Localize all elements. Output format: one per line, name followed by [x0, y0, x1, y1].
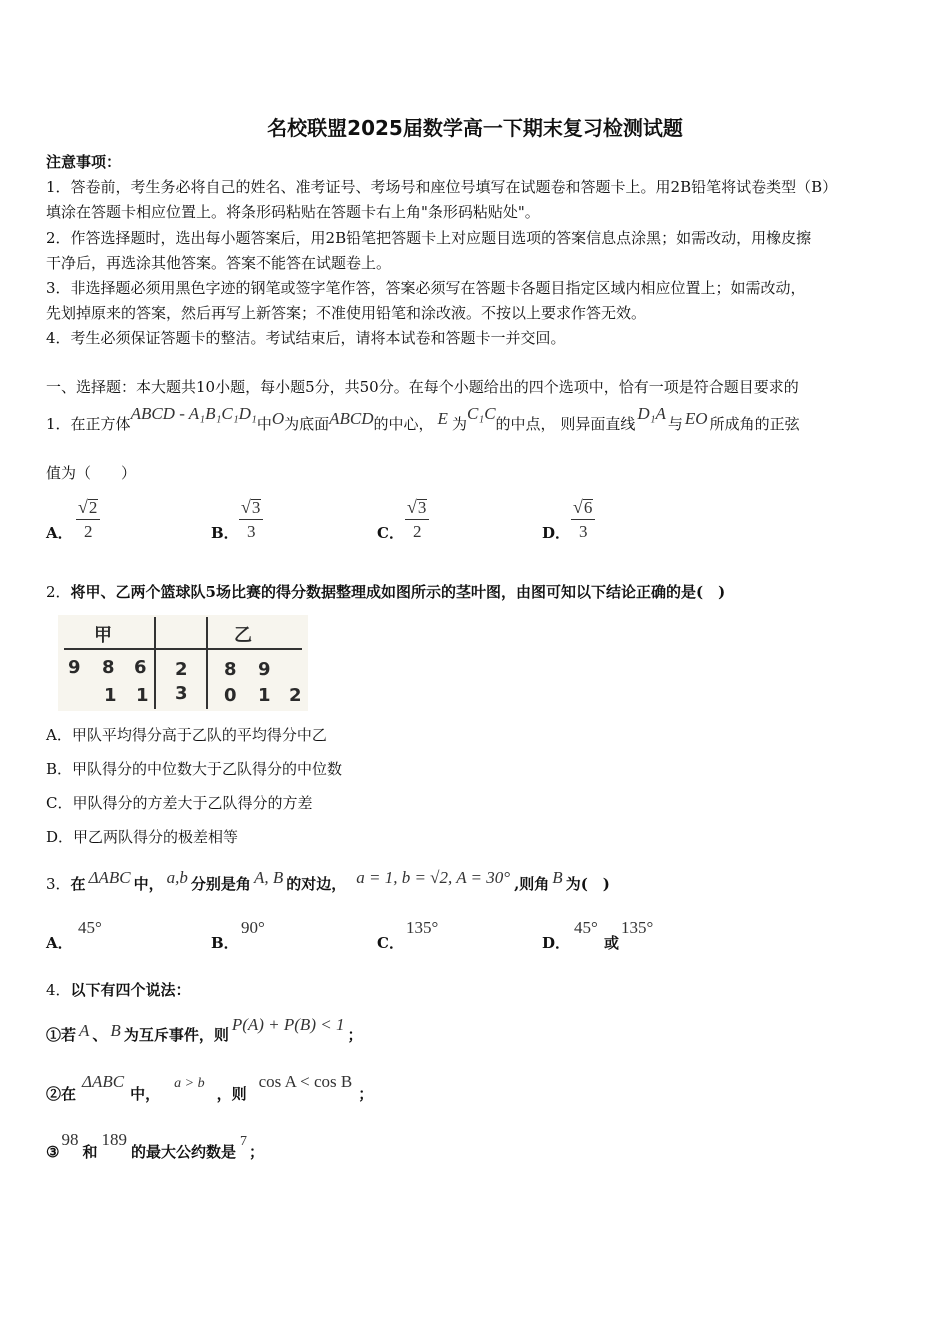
- notice-line: 填涂在答题卡相应位置上。将条形码粘贴在答题卡右上角"条形码粘贴处"。: [46, 203, 540, 221]
- stem: 3: [175, 683, 188, 704]
- q-text: 和: [82, 1143, 98, 1161]
- option-d-value: 45°: [574, 918, 598, 937]
- radicand: 3: [417, 498, 427, 517]
- option-a-label: A．: [46, 524, 73, 542]
- leaf: 1: [104, 685, 117, 706]
- radicand: 3: [251, 498, 261, 517]
- notice-line: 3．非选择题必须用黑色字迹的钢笔或签字笔作答，答案必须写在答题卡各题目指定区域内相应位置上；如需改动，: [46, 279, 806, 297]
- plot-divider-left: [154, 617, 156, 709]
- stem-leaf-plot: [58, 615, 308, 711]
- q-text: 为( ): [565, 875, 610, 893]
- math-expr: C₁C: [466, 404, 496, 423]
- notice-line: 4．考生必须保证答题卡的整洁。考试结束后，请将本试卷和答题卡一并交回。: [46, 329, 566, 347]
- q-text: 以下有四个说法：: [70, 981, 191, 999]
- page-title: 名校联盟2025届数学高一下期末复习检测试题: [267, 116, 683, 140]
- option-b-label: B．: [211, 934, 239, 952]
- question-2: [46, 582, 725, 602]
- math-expr: 7: [239, 1134, 247, 1149]
- option-d-fraction: √ 6 3: [571, 498, 595, 542]
- plot-head-left: 甲: [94, 625, 112, 646]
- question-number: 2．: [46, 583, 71, 601]
- stem: 2: [175, 659, 188, 680]
- math-expr: cos A < cos B: [258, 1072, 353, 1091]
- radicand: 2: [88, 498, 98, 517]
- math-expr: 189: [101, 1130, 127, 1149]
- option-b-value: 90°: [241, 918, 265, 937]
- q-text: 分别是角: [190, 875, 251, 893]
- option-a-fraction: √ 2 2: [76, 498, 100, 542]
- section-heading: 一、选择题：本大题共10小题，每小题5分，共50分。在每个小题给出的四个选项中，恰有一项是符合题目要求的: [46, 378, 799, 396]
- math-expr: EO: [684, 409, 708, 428]
- question-3: [46, 868, 610, 894]
- denominator: 2: [83, 522, 93, 541]
- math-expr: B: [552, 868, 563, 887]
- statement-1: [46, 1015, 363, 1045]
- q-text: 、: [92, 1026, 108, 1044]
- leaf: 6: [134, 657, 147, 678]
- q-text: 的对边，: [286, 875, 347, 893]
- q-text: ③: [46, 1143, 60, 1161]
- option-c-fraction: √ 3 2: [405, 498, 429, 542]
- question-4: [46, 980, 191, 1000]
- q-text: ；: [347, 1026, 363, 1044]
- leaf: 8: [102, 657, 115, 678]
- option-c-value: 135°: [406, 918, 439, 937]
- math-expr: P(A) + P(B) < 1: [231, 1015, 345, 1034]
- math-expr: D₁A: [637, 404, 666, 423]
- leaf: 2: [289, 685, 302, 706]
- math-expr: a = 1, b = √2, A = 30°: [356, 868, 511, 887]
- q-text: 将甲、乙两个篮球队5场比赛的得分数据整理成如图所示的茎叶图，由图可知以下结论正确的是( ): [70, 583, 726, 601]
- notice-line: 先划掉原来的答案，然后再写上新答案；不准使用铅笔和涂改液。不按以上要求作答无效。: [46, 304, 647, 322]
- leaf: 1: [136, 685, 149, 706]
- q-text: 为互斥事件，则: [123, 1026, 229, 1044]
- q-text: 的最大公约数是: [130, 1143, 236, 1161]
- option-d-label: D．: [542, 524, 571, 542]
- math-expr: ABCD - A₁B₁C₁D₁: [130, 404, 257, 423]
- denominator: 3: [578, 522, 588, 541]
- plot-divider-right: [206, 617, 208, 709]
- option-d-or: 或: [604, 934, 620, 952]
- math-expr: A: [79, 1021, 90, 1040]
- q-text: 为底面: [284, 415, 330, 433]
- q-text: 的中心，: [373, 415, 434, 433]
- q-text: ；: [358, 1085, 374, 1103]
- notice-line: 2．作答选择题时，选出每小题答案后，用2B铅笔把答题卡上对应题目选项的答案信息点涂黑；如需改动，用橡皮擦: [46, 229, 812, 247]
- math-expr: E: [437, 409, 448, 428]
- q-text: 的中点， 则异面直线: [495, 415, 636, 433]
- notice-line: 干净后，再选涂其他答案。答案不能答在试题卷上。: [46, 254, 392, 272]
- option-text: C．甲队得分的方差大于乙队得分的方差: [46, 794, 313, 812]
- option-c-label: C．: [377, 934, 404, 952]
- denominator: 3: [246, 522, 256, 541]
- math-expr: a > b: [174, 1076, 205, 1091]
- statement-3: [46, 1130, 264, 1164]
- q-text: 与: [667, 415, 683, 433]
- q-text: 在: [70, 875, 86, 893]
- notice-line: 1．答卷前，考生务必将自己的姓名、准考证号、考场号和座位号填写在试题卷和答题卡上。用2B铅笔将试卷类型（B）: [46, 178, 838, 196]
- option-a-value: 45°: [78, 918, 102, 937]
- leaf: 1: [258, 685, 271, 706]
- leaf: 0: [224, 685, 237, 706]
- question-1: [46, 404, 800, 434]
- question-number: 3．: [46, 875, 71, 893]
- option-b-fraction: √ 3 3: [239, 498, 263, 542]
- statement-2: [46, 1072, 374, 1106]
- math-expr: B: [110, 1021, 121, 1040]
- math-expr: ΔABC: [88, 868, 131, 887]
- math-expr: ABCD: [329, 409, 374, 428]
- math-expr: a,b: [166, 868, 188, 887]
- question-number: 4．: [46, 981, 71, 999]
- option-text: B．甲队得分的中位数大于乙队得分的中位数: [46, 760, 343, 778]
- option-d-value2: 135°: [621, 918, 654, 937]
- math-expr: 98: [61, 1130, 79, 1149]
- q-text: ,则角: [514, 875, 550, 893]
- question-number: 1．: [46, 415, 71, 433]
- leaf: 9: [68, 657, 81, 678]
- q-text: 在正方体: [70, 415, 131, 433]
- q-text: ，则: [216, 1085, 247, 1103]
- plot-head-right: 乙: [234, 625, 252, 646]
- radicand: 6: [583, 498, 593, 517]
- option-text: A．甲队平均得分高于乙队的平均得分中乙: [46, 726, 327, 744]
- option-c-label: C．: [377, 524, 404, 542]
- leaf: 9: [258, 659, 271, 680]
- q-text: 中: [256, 415, 272, 433]
- question-1-line2: 值为（ ）: [46, 464, 137, 482]
- plot-header-rule: [64, 648, 302, 650]
- math-expr: O: [271, 409, 285, 428]
- q-text: 中，: [130, 1085, 161, 1103]
- q-text: ①若: [46, 1026, 77, 1044]
- math-expr: A, B: [253, 868, 284, 887]
- denominator: 2: [412, 522, 422, 541]
- option-text: D．甲乙两队得分的极差相等: [46, 828, 239, 846]
- leaf: 8: [224, 659, 237, 680]
- q-text: 为: [451, 415, 467, 433]
- math-expr: ΔABC: [82, 1072, 125, 1091]
- q-text: 所成角的正弦: [709, 415, 800, 433]
- option-a-label: A．: [46, 934, 73, 952]
- q-text: ；: [248, 1143, 264, 1161]
- option-d-label: D．: [542, 934, 571, 952]
- option-b-label: B．: [211, 524, 239, 542]
- q-text: 中，: [133, 875, 164, 893]
- q-text: ②在: [46, 1085, 77, 1103]
- notice-heading: 注意事项：: [46, 153, 122, 171]
